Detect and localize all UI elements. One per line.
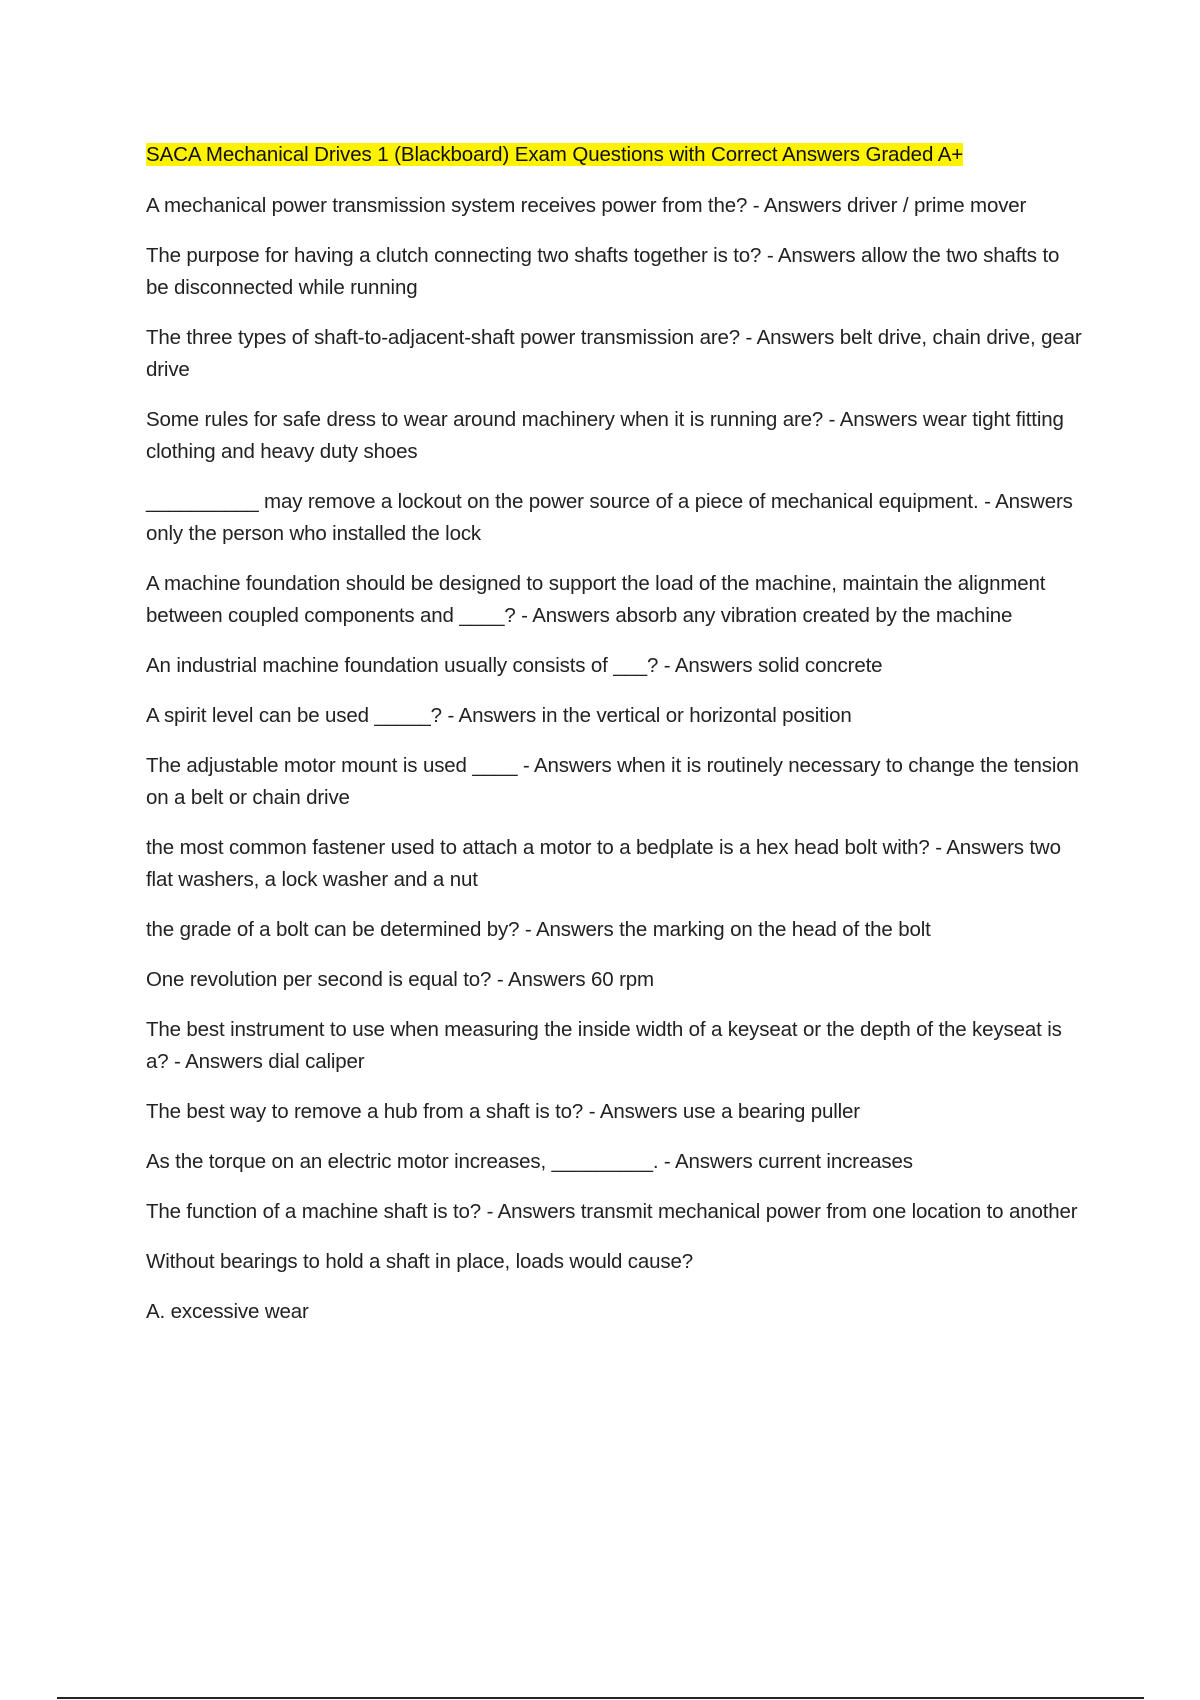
qa-item-17: Without bearings to hold a shaft in place, loads would cause? (146, 1250, 693, 1273)
qa-item-16: The function of a machine shaft is to? - Answers transmit mechanical power from one location to another (146, 1200, 1078, 1223)
qa-item-5: __________ may remove a lockout on the power source of a piece of mechanical equipment. - Answers only the person who installed the lock (146, 490, 1073, 545)
qa-item-10: the most common fastener used to attach a motor to a bedplate is a hex head bolt with? - Answers two flat washers, a lock washer and a nut (146, 836, 1061, 891)
qa-item-9: The adjustable motor mount is used ____ - Answers when it is routinely necessary to change the tension on a belt or chain drive (146, 754, 1079, 809)
qa-item-6: A machine foundation should be designed to support the load of the machine, maintain the alignment between coupled components and ____? - Answers absorb any vibration created by the machine (146, 572, 1046, 627)
document-body (146, 140, 1086, 1346)
qa-item-11: the grade of a bolt can be determined by? - Answers the marking on the head of the bolt (146, 918, 931, 941)
qa-item-14: The best way to remove a hub from a shaft is to? - Answers use a bearing puller (146, 1100, 860, 1123)
qa-item-4: Some rules for safe dress to wear around machinery when it is running are? - Answers wear tight fitting clothing and heavy duty shoes (146, 408, 1064, 463)
qa-item-7: An industrial machine foundation usually consists of ___? - Answers solid concrete (146, 654, 883, 677)
qa-item-12: One revolution per second is equal to? - Answers 60 rpm (146, 968, 654, 991)
qa-item-3: The three types of shaft-to-adjacent-shaft power transmission are? - Answers belt drive, chain drive, gear drive (146, 326, 1082, 381)
document-title: SACA Mechanical Drives 1 (Blackboard) Exam Questions with Correct Answers Graded A+ (146, 143, 964, 166)
qa-item-8: A spirit level can be used _____? - Answers in the vertical or horizontal position (146, 704, 852, 727)
qa-item-13: The best instrument to use when measuring the inside width of a keyseat or the depth of the keyseat is a? - Answers dial caliper (146, 1018, 1062, 1073)
qa-item-1: A mechanical power transmission system receives power from the? - Answers driver / prime mover (146, 194, 1027, 217)
qa-item-2: The purpose for having a clutch connecting two shafts together is to? - Answers allow the two shafts to be disconnected while running (146, 244, 1060, 299)
qa-item-15: As the torque on an electric motor increases, _________. - Answers current increases (146, 1150, 913, 1173)
title-block (146, 140, 1086, 172)
footer-divider (57, 1697, 1144, 1699)
qa-item-18: A. excessive wear (146, 1300, 309, 1323)
